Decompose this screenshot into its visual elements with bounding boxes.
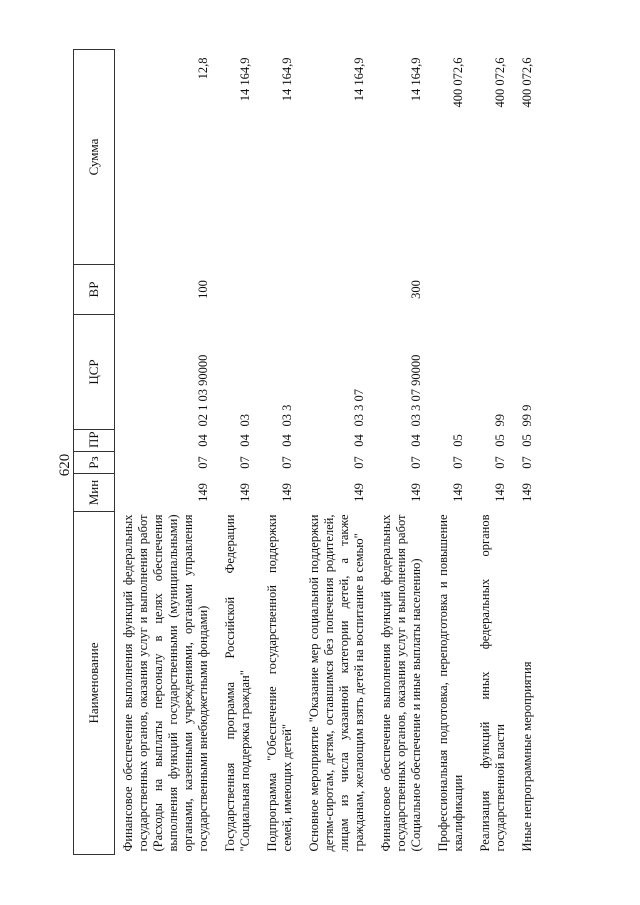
row-rz: 07 [451, 456, 465, 469]
row-vr [514, 265, 541, 315]
row-name: Финансовое обеспечение выполнения функций федеральных государственных органов, оказания услуг и выполнения работ (Социальное обеспечение и иные выплаты населению) [379, 514, 423, 852]
row-min: 149 [409, 483, 423, 502]
row-csr: 02 1 03 90000 [196, 354, 210, 427]
row-csr: 03 [238, 414, 252, 427]
table-row [259, 50, 301, 855]
row-name: Финансовое обеспечение выполнения функций федеральных государственных органов, оказания услуг и выполнения работ (Расходы на выплаты персоналу в целях обеспечения выполнения функций государственными (муниципальными) органами, казенными учреждениями, органами управления государственными внебюджетными фондами) [121, 514, 210, 852]
row-pr: 05 [493, 434, 507, 447]
row-pr: 05 [520, 434, 534, 447]
row-min: 149 [451, 483, 465, 502]
row-sum: 400 072,6 [451, 57, 465, 108]
budget-table [73, 49, 541, 855]
row-min: 149 [493, 483, 507, 502]
row-csr: 99 9 [520, 404, 534, 427]
row-name: Основное мероприятие "Оказание мер социальной поддержки детям-сиротам, детям, оставшимся без попечения родителей, лицам из числа указанной категории детей, а также гражданам, желающим взять детей на воспитание в семью" [307, 514, 366, 852]
row-csr: 03 3 [280, 404, 294, 427]
row-vr: 100 [196, 280, 210, 299]
row-rz: 07 [520, 456, 534, 469]
row-min: 149 [238, 483, 252, 502]
header-rz: Рз [74, 452, 115, 474]
row-sum: 12,8 [196, 57, 210, 80]
row-rz: 07 [238, 456, 252, 469]
header-vr: ВР [74, 265, 115, 315]
row-sum: 14 164,9 [409, 57, 423, 102]
row-vr: 300 [409, 280, 423, 299]
table-header-row [74, 50, 115, 855]
row-csr: 03 3 07 [352, 389, 366, 427]
row-vr [217, 265, 259, 315]
row-pr: 05 [451, 434, 465, 447]
row-csr: 99 [493, 414, 507, 427]
header-sum: Сумма [74, 50, 115, 265]
row-sum: 14 164,9 [238, 57, 252, 102]
table-row [217, 50, 259, 855]
row-name: Профессиональная подготовка, переподготовка и повышение квалификации [436, 514, 465, 852]
header-min: Мин [74, 474, 115, 512]
row-rz: 07 [352, 456, 366, 469]
row-pr: 04 [238, 434, 252, 447]
row-csr: 03 3 07 90000 [409, 354, 423, 427]
row-vr [301, 265, 373, 315]
row-min: 149 [352, 483, 366, 502]
row-vr [472, 265, 514, 315]
header-pr: ПР [74, 430, 115, 452]
row-rz: 07 [280, 456, 294, 469]
table-row [430, 50, 472, 855]
table-row [472, 50, 514, 855]
row-name: Подпрограмма "Обеспечение государственной поддержки семей, имеющих детей" [265, 514, 294, 852]
row-rz: 07 [493, 456, 507, 469]
row-sum: 14 164,9 [280, 57, 294, 102]
row-pr: 04 [352, 434, 366, 447]
row-sum: 400 072,6 [493, 57, 507, 108]
row-min: 149 [520, 483, 534, 502]
header-name: Наименование [74, 512, 115, 855]
table-row [301, 50, 373, 855]
row-min: 149 [196, 483, 210, 502]
row-name: Реализация функций иных федеральных органов государственной власти [478, 514, 507, 852]
page-number: 620 [57, 453, 73, 477]
row-vr [259, 265, 301, 315]
row-min: 149 [280, 483, 294, 502]
row-name: Иные непрограммные мероприятия [520, 661, 534, 852]
row-rz: 07 [409, 456, 423, 469]
row-pr: 04 [409, 434, 423, 447]
row-pr: 04 [280, 434, 294, 447]
row-sum: 14 164,9 [352, 57, 366, 102]
row-csr [430, 315, 472, 430]
table-row [514, 50, 541, 855]
table-row [115, 50, 218, 855]
row-pr: 04 [196, 434, 210, 447]
header-csr: ЦСР [74, 315, 115, 430]
row-rz: 07 [196, 456, 210, 469]
row-sum: 400 072,6 [520, 57, 534, 108]
row-vr [430, 265, 472, 315]
table-row [373, 50, 430, 855]
rotated-page-content [73, 50, 594, 855]
row-name: Государственная программа Российской Федерации "Социальная поддержка граждан" [223, 514, 252, 852]
